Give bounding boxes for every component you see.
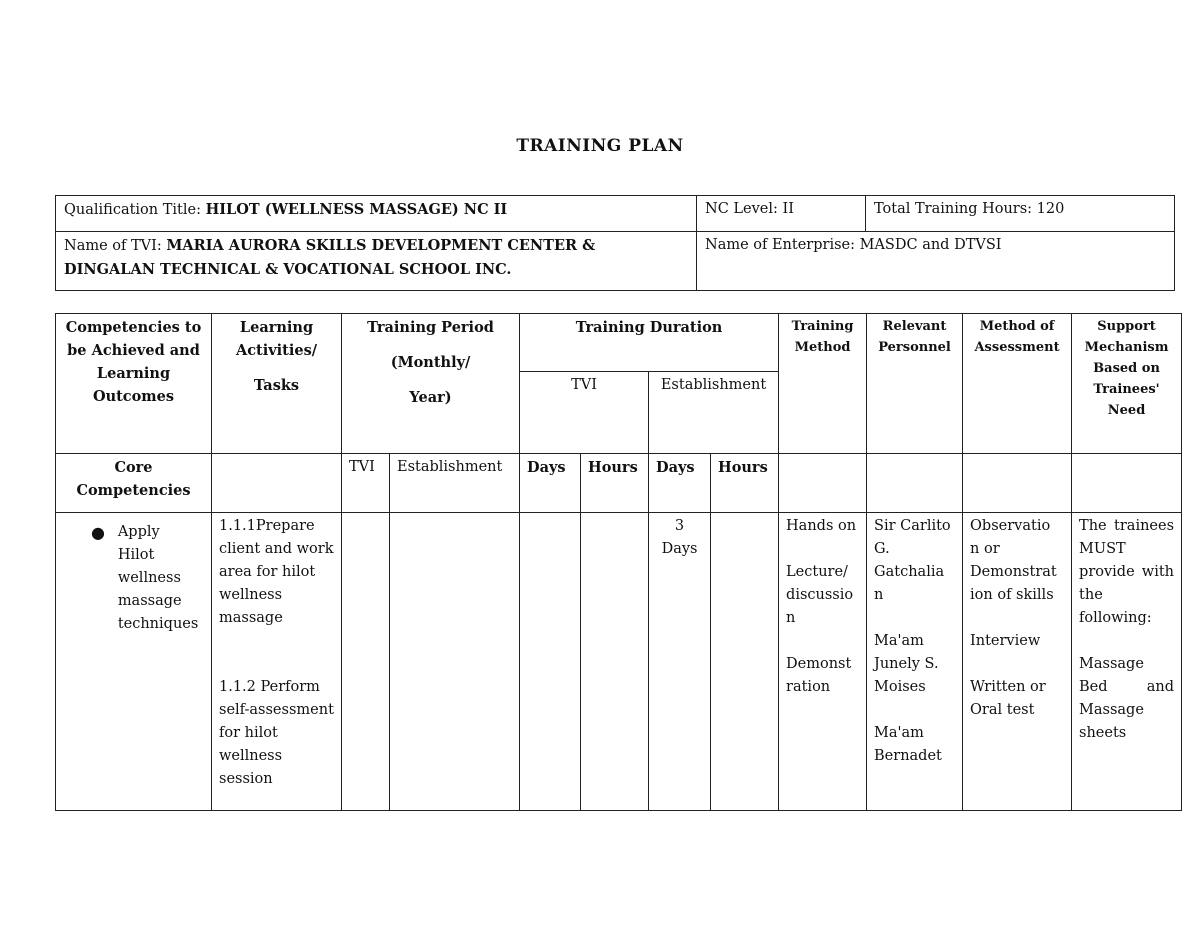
personnel-1: Sir Carlito G. Gatchalia n <box>874 518 951 603</box>
est-hours-cell <box>711 513 779 811</box>
header-competencies: Competencies to be Achieved and Learning Outcomes <box>56 314 212 454</box>
header-learning-activities <box>212 314 342 454</box>
method-1: Hands on <box>786 518 857 534</box>
support-2: Massage Bed and Massage sheets <box>1079 656 1175 741</box>
header-period-line3: Year) <box>409 389 452 406</box>
info-table <box>55 195 1175 291</box>
assessment-cell <box>963 513 1072 811</box>
competency-cell <box>56 513 212 811</box>
header-method-of-assessment: Method of Assessment <box>963 314 1072 454</box>
est-days-cell: 3 Days <box>649 513 711 811</box>
header-support-mechanism: Support Mechanism Based on Trainees' Need <box>1072 314 1182 454</box>
header-learning-line2: Tasks <box>253 377 300 394</box>
subheader-empty-assessment <box>963 454 1072 513</box>
task-2: 1.1.2 Perform self-assessment for hilot wellness session <box>219 679 334 787</box>
competency-text: Apply Hilot wellness massage techniques <box>117 524 199 632</box>
nc-level-cell: NC Level: II <box>697 196 866 232</box>
tvi-days-cell <box>520 513 581 811</box>
method-2: Lecture/ discussio n <box>786 564 854 626</box>
personnel-3: Ma'am Bernadet <box>874 725 942 764</box>
support-1: The trainees MUST provide with the following: <box>1079 518 1175 626</box>
tvi-name-cell <box>56 232 697 291</box>
header-training-duration: Training Duration <box>520 314 779 372</box>
tasks-cell <box>212 513 342 811</box>
document-title: TRAINING PLAN <box>516 136 684 156</box>
enterprise-cell: Name of Enterprise: MASDC and DTVSI <box>697 232 1175 291</box>
bullet-icon: ● <box>91 523 105 542</box>
total-hours-cell: Total Training Hours: 120 <box>866 196 1175 232</box>
header-duration-establishment: Establishment <box>649 372 779 454</box>
subheader-tvi-hours: Hours <box>581 454 649 513</box>
header-period-line1: Training Period <box>367 319 494 336</box>
assessment-3: Written or Oral test <box>970 679 1046 718</box>
period-establishment-cell <box>390 513 520 811</box>
subheader-period-tvi: TVI <box>342 454 390 513</box>
training-plan-table <box>55 313 1182 811</box>
subheader-empty-tasks <box>212 454 342 513</box>
subheader-empty-method <box>779 454 867 513</box>
subheader-empty-support <box>1072 454 1182 513</box>
personnel-cell <box>867 513 963 811</box>
header-training-period <box>342 314 520 454</box>
subheader-est-hours: Hours <box>711 454 779 513</box>
tvi-label: Name of TVI: <box>64 238 167 254</box>
support-cell <box>1072 513 1182 811</box>
assessment-2: Interview <box>970 633 1041 649</box>
assessment-1: Observatio n or Demonstrat ion of skills <box>970 518 1057 603</box>
qualification-label: Qualification Title: <box>64 202 206 218</box>
tvi-hours-cell <box>581 513 649 811</box>
subheader-tvi-days: Days <box>520 454 581 513</box>
subheader-core-competencies: Core Competencies <box>56 454 212 513</box>
tvi-value: MARIA AURORA SKILLS DEVELOPMENT CENTER & DINGALAN TECHNICAL & VOCATIONAL SCHOOL INC. <box>64 237 596 278</box>
period-tvi-cell <box>342 513 390 811</box>
personnel-2: Ma'am Junely S. Moises <box>874 633 939 695</box>
header-training-method: Training Method <box>779 314 867 454</box>
method-3: Demonst ration <box>786 656 852 695</box>
header-learning-line1: Learning Activities/ <box>235 319 318 359</box>
task-1: 1.1.1Prepare client and work area for hilot wellness massage <box>219 518 334 626</box>
subheader-empty-personnel <box>867 454 963 513</box>
header-relevant-personnel: Relevant Personnel <box>867 314 963 454</box>
subheader-period-establishment: Establishment <box>390 454 520 513</box>
qualification-value: HILOT (WELLNESS MASSAGE) NC II <box>205 201 508 218</box>
qualification-cell <box>56 196 697 232</box>
subheader-est-days: Days <box>649 454 711 513</box>
method-cell <box>779 513 867 811</box>
header-period-line2: (Monthly/ <box>390 354 471 371</box>
header-duration-tvi: TVI <box>520 372 649 454</box>
